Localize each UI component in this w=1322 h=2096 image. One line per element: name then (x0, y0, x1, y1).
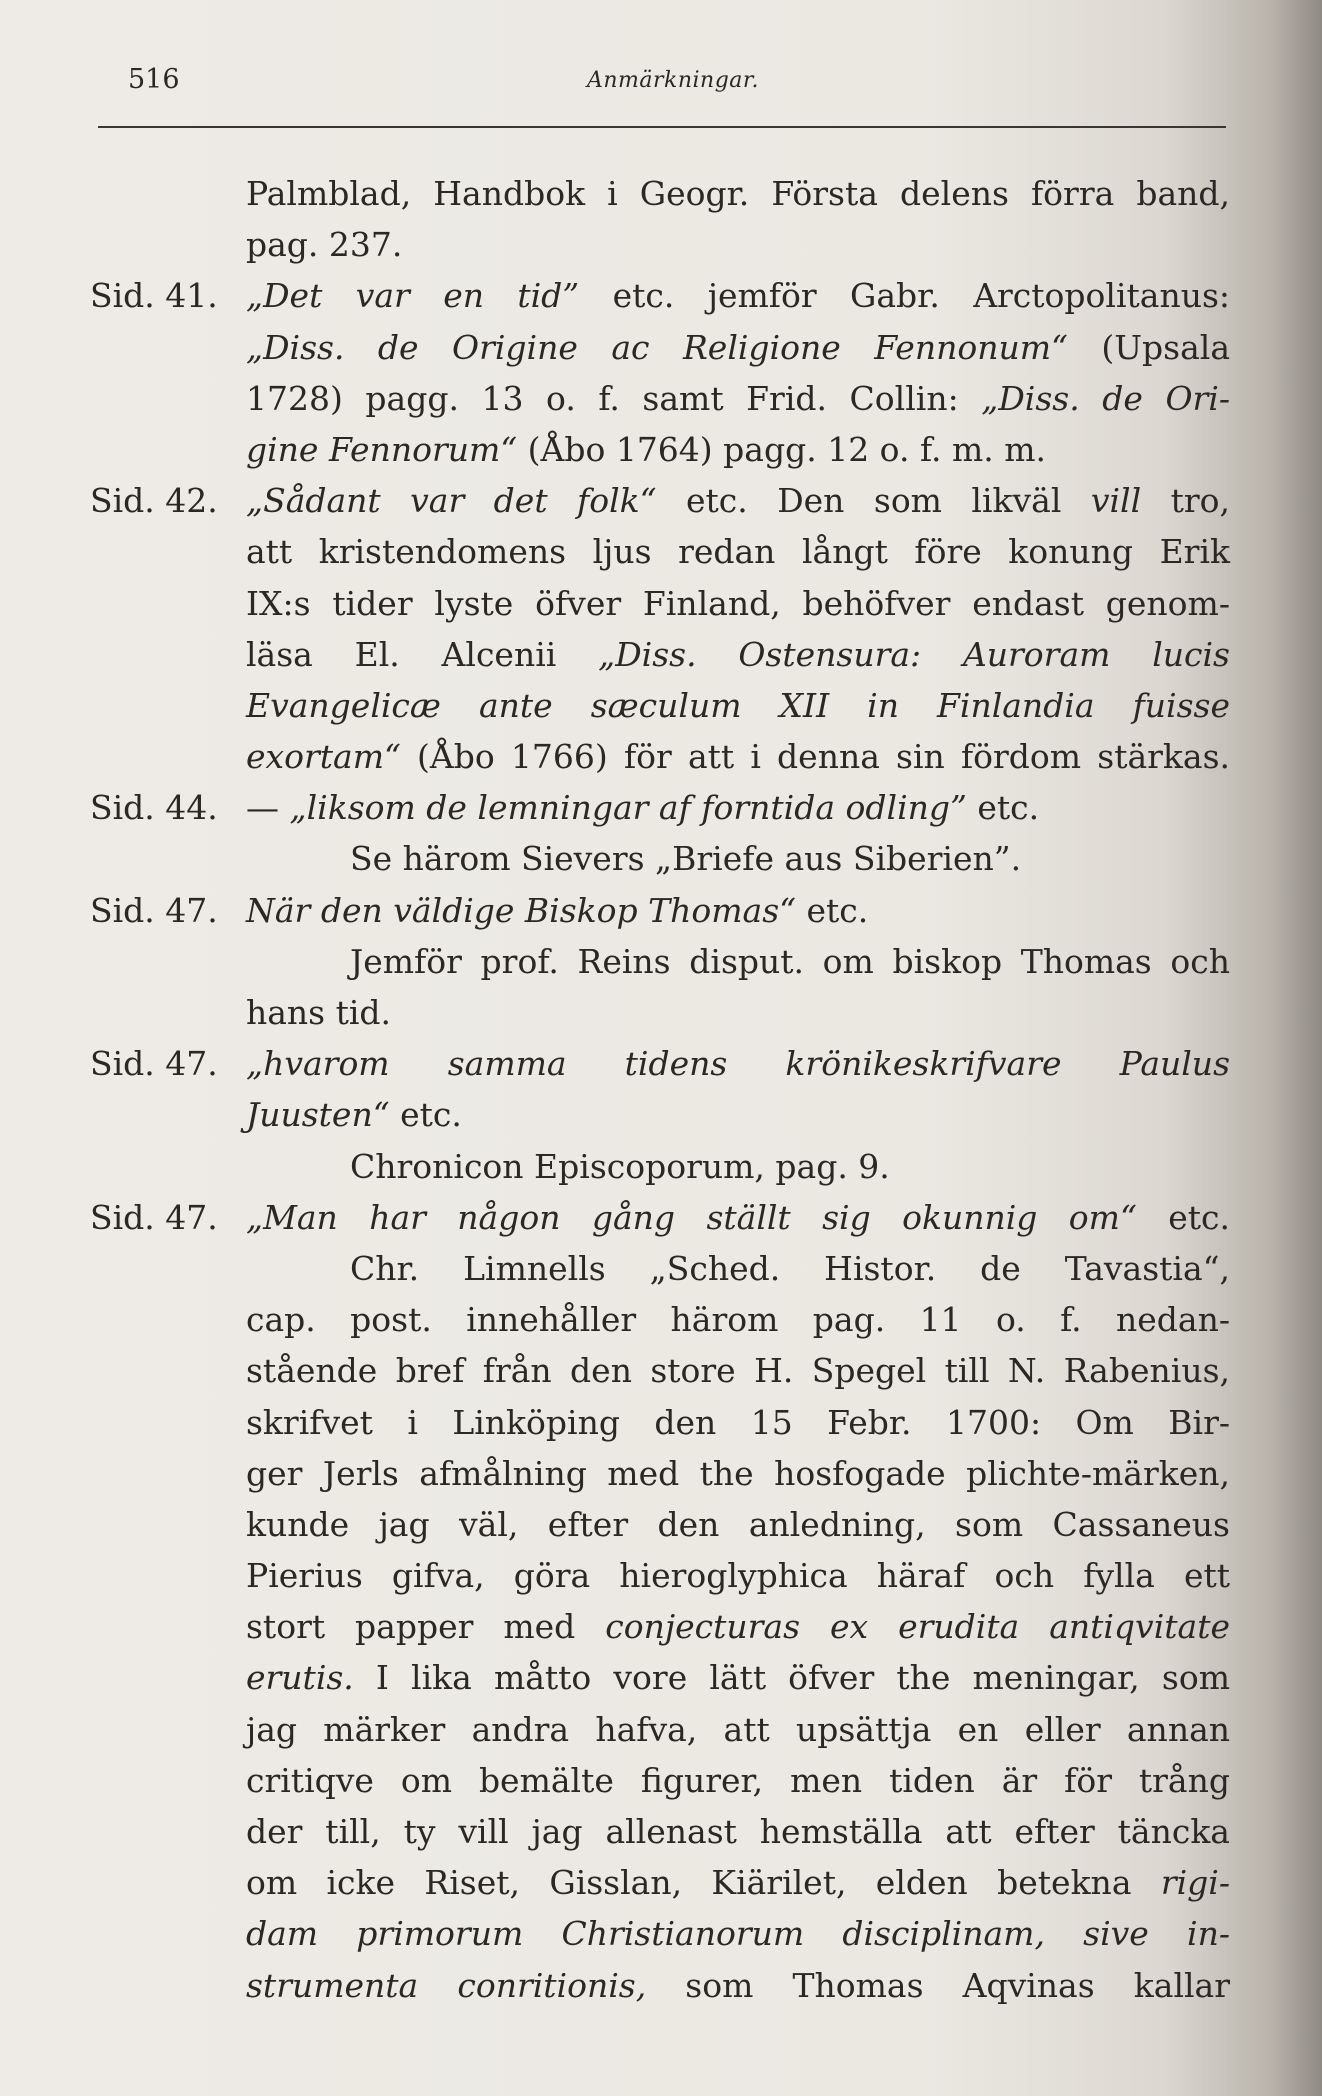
text-segment: 1728) pagg. 13 o. f. samt Frid. Collin: (246, 378, 982, 418)
text-line (90, 1704, 1230, 1755)
italic-segment: gine Fennorum“ (246, 429, 518, 469)
text-line (90, 1448, 1230, 1499)
text-line (90, 373, 1230, 424)
line-text (350, 833, 1230, 884)
line-text (246, 782, 1230, 833)
italic-segment: „Diss. de Ori- (981, 378, 1231, 418)
text-line (90, 219, 1230, 270)
line-text (246, 987, 1230, 1038)
text-segment: — (246, 788, 290, 828)
running-title: Anmärkningar. (586, 68, 760, 93)
text-segment: (Upsala (1067, 327, 1230, 367)
text-line (90, 987, 1230, 1038)
italic-segment: När den väldige Biskop Thomas“ (246, 890, 797, 930)
line-text (246, 1908, 1230, 1959)
text-segment: etc. (1136, 1197, 1230, 1237)
line-text (246, 219, 1230, 270)
text-line (90, 270, 1230, 321)
line-text (246, 1704, 1230, 1755)
text-segment: Chr. Limnells „Sched. Histor. de Tavastia“, (350, 1248, 1230, 1288)
text-segment: (Åbo 1764) pagg. 12 o. f. m. m. (517, 429, 1047, 469)
italic-segment: rigi- (1160, 1863, 1230, 1903)
text-segment: Jemför prof. Reins disput. om biskop Thomas och (350, 941, 1230, 981)
page-number: 516 (128, 64, 180, 95)
italic-segment: „Man har någon gång ställt sig okunnig om“ (246, 1197, 1137, 1237)
italic-segment: Evangelicæ ante sæculum XII in Finlandia fuisse (246, 685, 1230, 725)
text-segment: jag märker andra hafva, att upsättja en eller annan (246, 1709, 1230, 1749)
italic-segment: „Diss. de Origine ac Religione Fennonum“ (246, 327, 1068, 367)
text-line (90, 1601, 1230, 1652)
line-text (246, 1397, 1230, 1448)
text-line (90, 1652, 1230, 1703)
line-text (246, 1038, 1230, 1089)
text-line (90, 424, 1230, 475)
text-line (90, 578, 1230, 629)
line-text (246, 629, 1230, 680)
text-line (90, 1857, 1230, 1908)
text-segment: Chronicon Episcoporum, pag. 9. (350, 1146, 890, 1186)
italic-segment: Juusten“ (246, 1095, 390, 1135)
text-line (90, 1141, 1230, 1192)
text-segment: tro, (1141, 481, 1231, 521)
line-text (246, 1499, 1230, 1550)
line-text (350, 1243, 1230, 1294)
header-rule (98, 126, 1226, 128)
line-text (350, 936, 1230, 987)
line-text (246, 168, 1230, 219)
italic-segment: „liksom de lemningar af forntida odling” (289, 788, 967, 828)
text-segment: der till, ty vill jag allenast hemställa att efter täncka (246, 1812, 1230, 1851)
text-segment: kunde jag väl, efter den anledning, som Cassaneus (246, 1504, 1230, 1544)
line-text (246, 1806, 1230, 1857)
text-line (90, 475, 1230, 526)
text-segment: som Thomas Aqvinas kallar (646, 1965, 1230, 2005)
text-segment: om icke Riset, Gisslan, Kiärilet, elden betekna (246, 1863, 1161, 1903)
text-line (90, 526, 1230, 577)
line-text (246, 322, 1230, 373)
text-segment: etc. jemför Gabr. Arctopolitanus: (579, 276, 1231, 316)
text-line (90, 1089, 1230, 1140)
text-segment: etc. Den som likväl (656, 481, 1091, 521)
line-text (246, 1345, 1230, 1396)
text-line (90, 629, 1230, 680)
text-segment: skrifvet i Linköping den 15 Febr. 1700: Om Bir- (246, 1402, 1230, 1442)
text-line (90, 1960, 1230, 2011)
line-text (246, 731, 1230, 782)
text-line (90, 731, 1230, 782)
line-text (246, 680, 1230, 731)
text-line (90, 1192, 1230, 1243)
text-segment: Se härom Sievers „Briefe aus Siberien”. (350, 839, 1022, 879)
notes-body (90, 168, 1230, 2011)
line-text (350, 1141, 1230, 1192)
line-text (246, 1192, 1230, 1243)
text-line (90, 833, 1230, 884)
text-line (90, 1499, 1230, 1550)
italic-segment: „Det var en tid” (246, 276, 580, 316)
line-text (246, 578, 1230, 629)
text-line (90, 1345, 1230, 1396)
section-reference: Sid. 47. (90, 890, 218, 930)
line-text (246, 1294, 1230, 1345)
italic-segment: strumenta conritionis, (246, 1965, 647, 2005)
line-text (246, 526, 1230, 577)
text-segment: Pierius gifva, göra hieroglyphica häraf och fylla ett (246, 1556, 1230, 1596)
section-reference: Sid. 42. (90, 481, 218, 521)
text-line (90, 1243, 1230, 1294)
section-reference: Sid. 47. (90, 1044, 218, 1084)
text-segment: etc. (389, 1095, 462, 1135)
line-text (246, 1652, 1230, 1703)
italic-segment: vill (1090, 481, 1142, 521)
italic-segment: „Diss. Ostensura: Auroram lucis (598, 634, 1230, 674)
line-text (246, 475, 1230, 526)
text-segment: att kristendomens ljus redan långt före konung Erik (246, 532, 1230, 572)
text-line (90, 885, 1230, 936)
text-line (90, 1397, 1230, 1448)
text-segment: cap. post. innehåller härom pag. 11 o. f. nedan- (246, 1300, 1230, 1340)
italic-segment: dam primorum Christianorum disciplinam, sive in- (246, 1914, 1230, 1954)
section-reference: Sid. 41. (90, 276, 218, 316)
text-line (90, 782, 1230, 833)
text-line (90, 936, 1230, 987)
text-segment: ger Jerls afmålning med the hosfogade plichte-märken, (246, 1453, 1230, 1493)
text-segment: Palmblad, Handbok i Geogr. Första delens förra band, (246, 174, 1230, 213)
text-segment: IX:s tider lyste öfver Finland, behöfver endast genom- (246, 583, 1230, 623)
line-text (246, 1601, 1230, 1652)
text-line (90, 1806, 1230, 1857)
line-text (246, 1550, 1230, 1601)
text-segment: critiqve om bemälte figurer, men tiden är för trång (246, 1760, 1230, 1800)
text-segment: stående bref från den store H. Spegel till N. Rabenius, (246, 1351, 1230, 1391)
text-line (90, 1294, 1230, 1345)
text-line (90, 1755, 1230, 1806)
italic-segment: conjecturas ex erudita antiqvitate (605, 1607, 1230, 1647)
text-segment: läsa El. Alcenii (246, 634, 599, 674)
text-line (90, 1550, 1230, 1601)
text-segment: pag. 237. (246, 225, 403, 265)
line-text (246, 1960, 1230, 2011)
line-text (246, 270, 1230, 321)
italic-segment: erutis. (246, 1658, 354, 1698)
text-segment: I lika måtto vore lätt öfver the meningar, som (353, 1658, 1230, 1698)
text-line (90, 1908, 1230, 1959)
running-head (118, 56, 1228, 106)
text-segment: etc. (966, 788, 1040, 828)
line-text (246, 424, 1230, 475)
line-text (246, 1755, 1230, 1806)
section-reference: Sid. 47. (90, 1197, 218, 1237)
text-segment: hans tid. (246, 993, 392, 1032)
text-line (90, 168, 1230, 219)
text-segment: stort papper med (246, 1607, 606, 1647)
line-text (246, 1448, 1230, 1499)
line-text (246, 1089, 1230, 1140)
line-text (246, 373, 1230, 424)
section-reference: Sid. 44. (90, 788, 218, 828)
text-line (90, 322, 1230, 373)
text-line (90, 680, 1230, 731)
italic-segment: exortam“ (246, 737, 401, 777)
line-text (246, 885, 1230, 936)
text-segment: (Åbo 1766) för att i denna sin fördom stärkas. (400, 737, 1230, 777)
text-segment: etc. (796, 890, 869, 930)
italic-segment: „hvarom samma tidens krönikeskrifvare Paulus (246, 1044, 1230, 1084)
text-line (90, 1038, 1230, 1089)
italic-segment: „Sådant var det folk“ (246, 481, 657, 521)
line-text (246, 1857, 1230, 1908)
